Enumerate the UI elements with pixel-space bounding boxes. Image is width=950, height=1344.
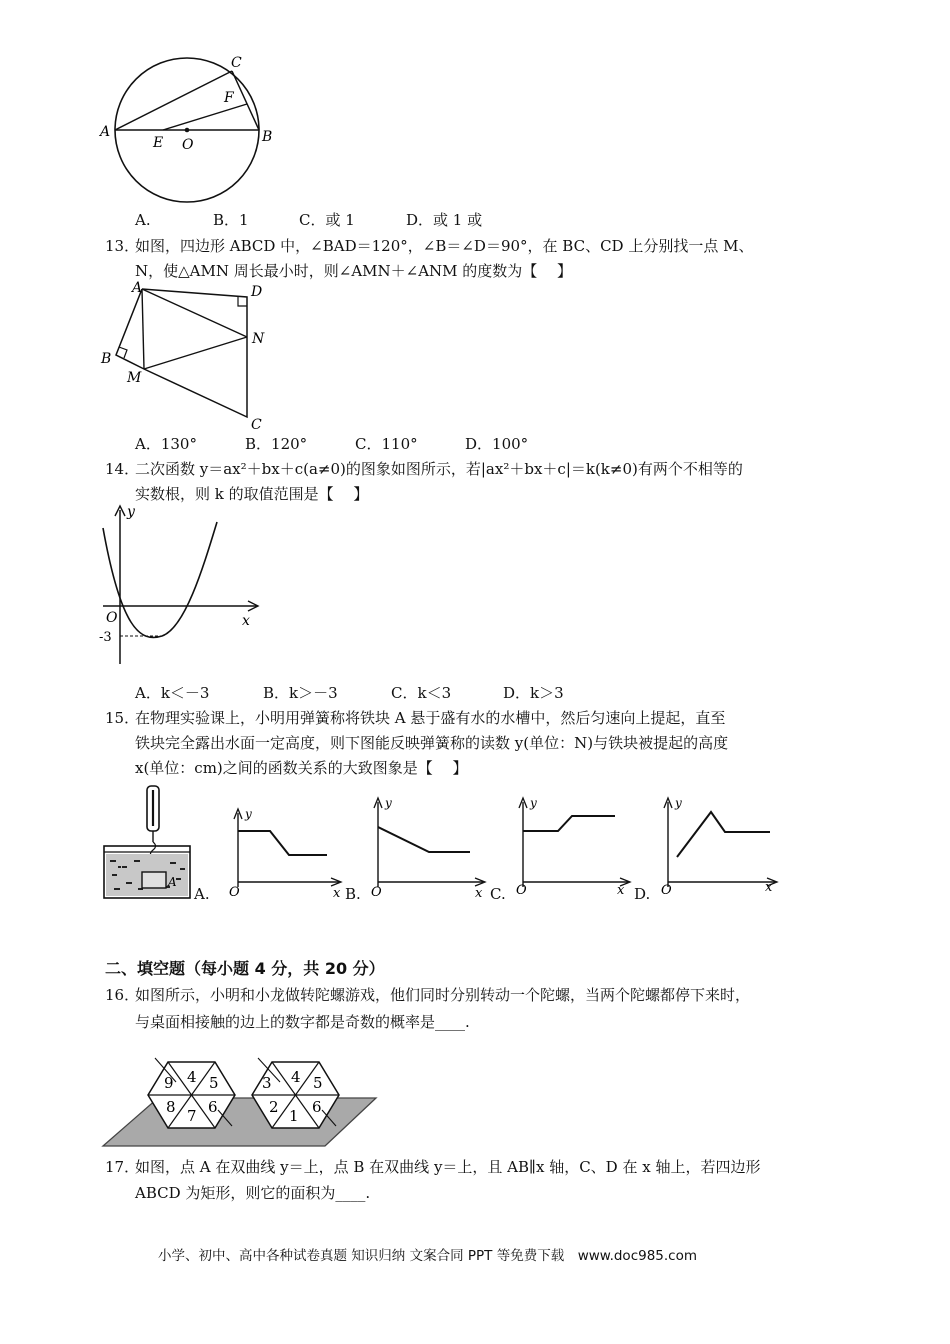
page-footer: 小学、初中、高中各种试卷真题 知识归纳 文案合同 PPT 等免费下载 www.doc985.com [158,1248,698,1264]
q16-top1-number-4: 4 [187,1068,197,1086]
q16-top2-number-5: 5 [313,1074,323,1092]
q13-label-C: C [251,417,262,433]
q16-top2-number-1: 1 [289,1107,299,1125]
q15-text-line3: x(单位：cm)之间的函数关系的大致图象是【 】 [135,759,468,777]
q16-table-surface [103,1098,376,1146]
q17-number: 17． [105,1158,140,1176]
q16-text-line1: 如图所示，小明和小龙做转陀螺游戏，他们同时分别转动一个陀螺，当两个陀螺都停下来时， [135,986,751,1004]
q13-quadrilateral-figure [95,277,280,434]
q12-label-E: E [153,135,164,151]
q15-graph-c-y-label: y [530,796,537,810]
q15-spring-scale-tank-figure [100,782,195,902]
q13-label-D: D [251,284,263,300]
q12-label-O: O [182,137,194,153]
q15-graph-b-x-label: x [475,886,483,898]
q15-graph-c [510,790,635,898]
q17-text-line2: ABCD 为矩形，则它的面积为____. [135,1184,371,1202]
q14-minus3-label: -3 [99,630,112,645]
q16-top2-number-2: 2 [269,1098,279,1116]
q12-circle-figure [95,50,280,205]
q13-label-A: A [132,280,143,296]
q12-option-b: B．1 [213,211,249,229]
q13-option-a: A．130° [135,435,197,453]
q15-graph-d-x-label: x [765,880,773,895]
q15-graph-d-y-label: y [675,796,682,810]
q16-spinning-tops-figure [100,1050,385,1150]
q14-axis-y-label: y [127,504,135,520]
q16-number: 16． [105,986,140,1004]
q14-axis-x-label: x [242,613,250,629]
q13-label-B: B [101,351,112,367]
q14-origin-label: O [106,610,118,626]
q13-option-b: B．120° [245,435,308,453]
q14-options [135,683,564,703]
q15-option-b: B. [345,885,361,903]
q15-graph-c-x-label: x [617,883,625,898]
q15-graph-d [655,790,780,898]
q15-text-line2: 铁块完全露出水面一定高度，则下图能反映弹簧称的读数 y(单位：N)与铁块被提起的高度 [135,734,729,752]
q15-graph-d-origin: O [661,883,672,898]
q12-options [135,210,482,230]
q15-block-A-label: A [168,875,177,889]
q16-top1-number-6: 6 [208,1098,218,1116]
q12-label-B: B [262,129,273,145]
q15-number: 15． [105,709,140,727]
q16-top2-number-4: 4 [291,1068,301,1086]
q16-top1-number-9: 9 [164,1074,174,1092]
q15-graph-b [365,790,490,898]
q12-label-F: F [224,90,234,106]
q15-graph-a-y-label: y [245,807,252,821]
q12-option-c: C．或 1 [299,211,355,229]
q16-top1-number-5: 5 [209,1074,219,1092]
q13-option-d: D．100° [465,435,529,453]
q14-option-c: C．k＜3 [391,684,452,702]
q13-label-N: N [252,331,265,347]
q12-label-A: A [100,124,111,140]
q15-option-d: D. [634,885,651,903]
q16-top1-number-8: 8 [166,1098,176,1116]
q12-option-a: A. [135,211,151,229]
q15-graph-b-origin: O [371,885,382,898]
q15-graph-c-origin: O [516,883,527,898]
q15-option-a: A. [194,885,210,903]
q15-option-c: C. [490,885,506,903]
q13-text-line1: 如图，四边形 ABCD 中，∠BAD＝120°，∠B＝∠D＝90°，在 BC、CD 上分别找一点 M、 [135,237,754,255]
q15-graph-a [225,803,345,898]
q12-label-C: C [231,55,242,71]
q14-text-line2: 实数根，则 k 的取值范围是【 】 [135,485,369,503]
q17-text-line1: 如图，点 A 在双曲线 y＝上，点 B 在双曲线 y＝上，且 AB∥x 轴，C、D 在 x 轴上，若四边形 [135,1158,761,1176]
q15-graph-a-origin: O [229,885,240,898]
q16-top2-number-6: 6 [312,1098,322,1116]
q14-parabola-figure [95,498,270,670]
q12-option-d: D．或 1 或 [406,211,483,229]
q14-option-a: A．k＜－3 [135,684,210,702]
section-heading-fill-in: 二、填空题（每小题 4 分，共 20 分） [105,959,385,978]
q14-option-b: B．k＞－3 [263,684,338,702]
q16-text-line2: 与桌面相接触的边上的数字都是奇数的概率是____. [135,1013,470,1031]
q13-number: 13． [105,237,140,255]
q14-option-d: D．k＞3 [503,684,564,702]
q16-top1-number-7: 7 [187,1107,197,1125]
q16-top2-number-3: 3 [262,1074,272,1092]
q15-text-line1: 在物理实验课上，小明用弹簧称将铁块 A 悬于盛有水的水槽中，然后匀速向上提起，直至 [135,709,726,727]
q15-graph-b-y-label: y [385,796,392,810]
q13-option-c: C．110° [355,435,418,453]
q14-number: 14． [105,460,140,478]
q15-graph-a-x-label: x [333,886,341,898]
q13-text-line2: N，使△AMN 周长最小时，则∠AMN＋∠ANM 的度数为【 】 [135,262,573,280]
q13-options [135,434,528,454]
q14-text-line1: 二次函数 y＝ax²＋bx＋c(a≠0)的图象如图所示，若|ax²＋bx＋c|＝k(k≠0)有两个不相等的 [135,460,743,478]
q13-label-M: M [127,370,142,386]
